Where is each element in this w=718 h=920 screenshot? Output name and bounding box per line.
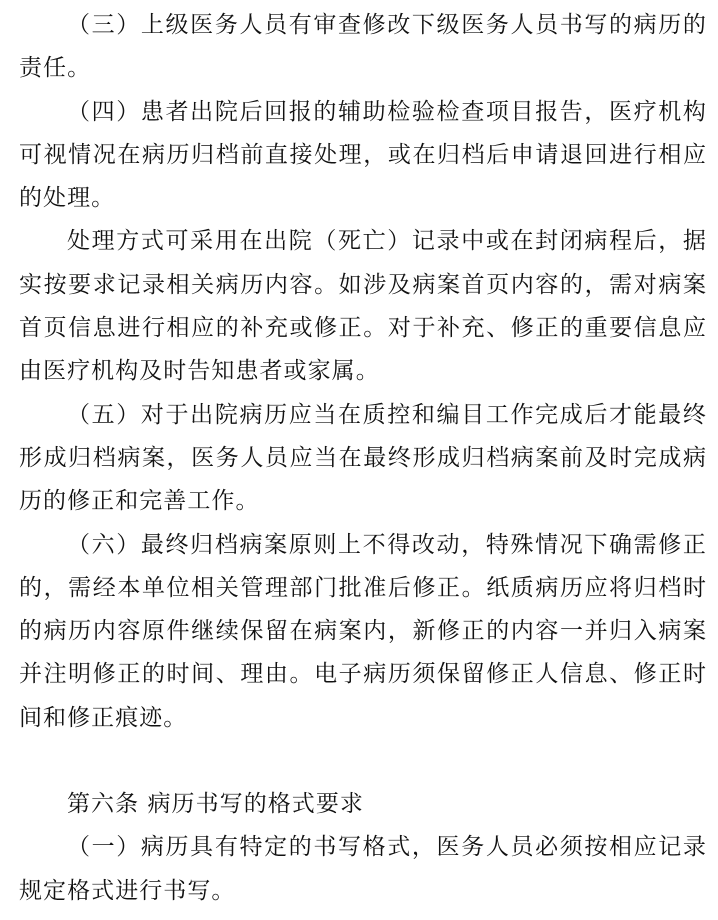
paragraph-section-item-1: （一）病历具有特定的书写格式，医务人员必须按相应记录规定格式进行书写。 (19, 834, 707, 904)
paragraph-item-4: （四）患者出院后回报的辅助检验检查项目报告，医疗机构可视情况在病历归档前直接处理，或在归档后申请退回进行相应的处理。 (19, 98, 707, 212)
paragraph-item-3: （三）上级医务人员有审查修改下级医务人员书写的病历的责任。 (19, 12, 707, 82)
paragraph-item-5: （五）对于出院病历应当在质控和编目工作完成后才能最终形成归档病案，医务人员应当在最终形成归档病案前及时完成病历的修正和完善工作。 (19, 401, 707, 515)
paragraph-handling-method: 处理方式可采用在出院（死亡）记录中或在封闭病程后，据实按要求记录相关病历内容。如涉及病案首页内容的，需对病案首页信息进行相应的补充或修正。对于补充、修正的重要信息应由医疗机构及时告知患者或家属。 (19, 228, 707, 385)
section-heading: 第六条 病历书写的格式要求 (67, 791, 364, 818)
paragraph-item-6: （六）最终归档病案原则上不得改动，特殊情况下确需修正的，需经本单位相关管理部门批准后修正。纸质病历应将归档时的病历内容原件继续保留在病案内，新修正的内容一并归入病案并注明修正的时间、理由。电子病历须保留修正人信息、修正时间和修正痕迹。 (19, 531, 707, 731)
document-page (19, 4, 707, 913)
